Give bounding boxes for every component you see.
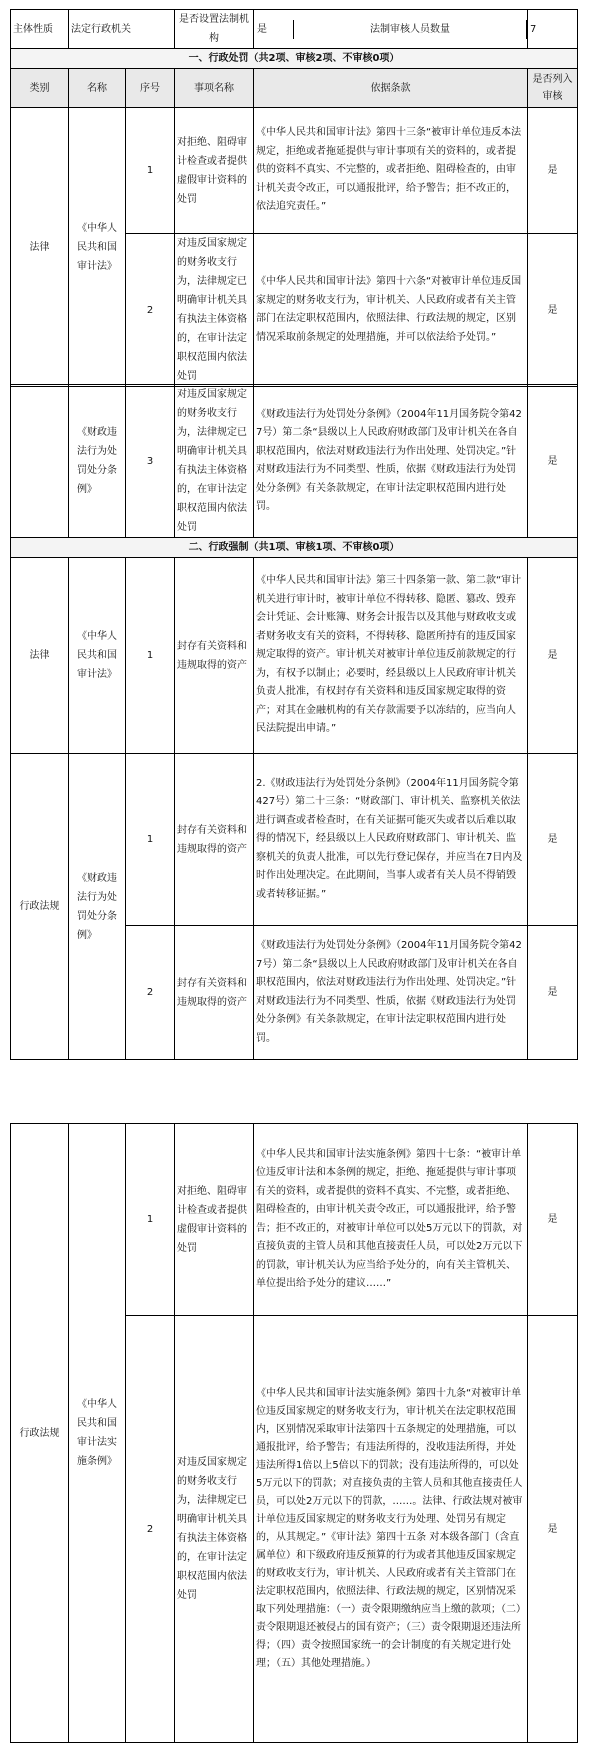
category-cell: 行政法规 (11, 1124, 69, 1743)
basis-cell: 《中华人民共和国审计法实施条例》第四十七条：“被审计单位违反审计法和本条例的规定，拒绝、拖延提供与审计事项有关的资料，或者提供的资料不真实、不完整，或者拒绝、阻碍检查的，由审计机关责令改正，可以通报批评，给予警告；拒不改正的，对被审计单位可以处5万元以下的罚款，对直接负责的主管人员和其他直接责任人员，可以处2万元以下的罚款，审计机关认为应当给予处分的，向有关主管机关、单位提出给予处分的建议……” (254, 1124, 528, 1316)
column-header-row (11, 69, 578, 108)
seq-cell: 1 (126, 558, 175, 754)
basis-cell: 《中华人民共和国审计法》第四十六条“对被审计单位违反国家规定的财务收支行为，审计机关、人民政府或者有关主管部门在法定职权范围内，依照法律、行政法规的规定，区别情况采取前条规定的处理措施，并可以依法给予处罚。” (254, 234, 528, 387)
item-cell: 封存有关资料和违规取得的资产 (175, 558, 254, 754)
review-cell: 是 (528, 558, 578, 754)
seq-cell: 1 (126, 754, 175, 926)
review-table-part-2 (10, 384, 578, 1060)
item-cell: 对违反国家规定的财务收支行为，法律规定已明确审计机关具有执法主体资格的，在审计法定职权范围内依法处罚 (175, 1316, 254, 1743)
basis-cell: 《中华人民共和国审计法》第四十三条“被审计单位违反本法规定，拒绝或者拖延提供与审计事项有关的资料的，或者提供的资料不真实、不完整的，或者拒绝、阻碍检查的，由审计机关责令改正，可以通报批评，给予警告；拒不改正的，依法追究责任。” (254, 108, 528, 234)
subject-label: 主体性质 (11, 10, 69, 49)
legal-org-label: 是否设置法制机构 (175, 10, 254, 49)
header-name: 名称 (69, 69, 126, 108)
header-review: 是否列入审核 (528, 69, 578, 108)
reviewers-label: 法制审核人员数量 (294, 20, 527, 39)
header-category: 类别 (11, 69, 69, 108)
item-cell: 封存有关资料和违规取得的资产 (175, 754, 254, 926)
review-table-part-3 (10, 1123, 578, 1743)
legal-org-value: 是 (254, 20, 294, 39)
basis-cell: 《财政违法行为处罚处分条例》（2004年11月国务院令第427号）第二条“县级以上人民政府财政部门及审计机关在各自职权范围内，依法对财政违法行为作出处理、处罚决定。”针对财政违法行为不同类型、性质，依据《财政违法行为处罚处分条例》有关条款规定，在审计法定职权范围内进行处罚。 (254, 926, 528, 1060)
reviewers-value: 7 (528, 10, 578, 49)
name-cell: 《中华人民共和国审计法》 (69, 108, 126, 387)
table-row (11, 558, 578, 754)
review-cell: 是 (528, 926, 578, 1060)
name-cell: 《财政违法行为处罚处分条例》 (69, 754, 126, 1060)
section-header-penalty: 一、行政处罚（共2项、审核2项、不审核0项） (11, 49, 578, 69)
table-row (11, 754, 578, 926)
review-table-part-1 (10, 9, 578, 387)
review-cell: 是 (528, 108, 578, 234)
table-row (11, 1124, 578, 1316)
seq-cell: 2 (126, 234, 175, 387)
name-cell: 《财政违法行为处罚处分条例》 (69, 385, 126, 538)
seq-cell: 2 (126, 1316, 175, 1743)
header-basis: 依据条款 (254, 69, 528, 108)
basis-cell: 《财政违法行为处罚处分条例》（2004年11月国务院令第427号）第二条“县级以上人民政府财政部门及审计机关在各自职权范围内，依法对财政违法行为作出处理、处罚决定。”针对财政违法行为不同类型、性质，依据《财政违法行为处罚处分条例》有关条款规定，在审计法定职权范围内进行处罚。 (254, 385, 528, 538)
table-row (11, 385, 578, 538)
item-cell: 对违反国家规定的财务收支行为，法律规定已明确审计机关具有执法主体资格的，在审计法定职权范围内依法处罚 (175, 234, 254, 387)
review-cell: 是 (528, 754, 578, 926)
name-cell: 《中华人民共和国审计法》 (69, 558, 126, 754)
category-cell: 法律 (11, 558, 69, 754)
basis-cell: 《中华人民共和国审计法》第三十四条第一款、第二款“审计机关进行审计时，被审计单位不得转移、隐匿、篡改、毁弃会计凭证、会计账簿、财务会计报告以及其他与财政收支或者财务收支有关的资料，不得转移、隐匿所持有的违反国家规定取得的资产。审计机关对被审计单位违反前款规定的行为，有权予以制止；必要时，经县级以上人民政府审计机关负责人批准，有权封存有关资料和违反国家规定取得的资产；对其在金融机构的有关存款需要予以冻结的，应当向人民法院提出申请。” (254, 558, 528, 754)
header-seq: 序号 (126, 69, 175, 108)
basis-cell: 2.《财政违法行为处罚处分条例》（2004年11月国务院令第427号）第二十三条：“财政部门、审计机关、监察机关依法进行调查或者检查时，在有关证据可能灭失或者以后难以取得的情况下，经县级以上人民政府财政部门、审计机关、监察机关的负责人批准，可以先行登记保存，并应当在7日内及时作出处理决定。在此期间，当事人或者有关人员不得销毁或者转移证据。” (254, 754, 528, 926)
table-row (11, 108, 578, 234)
basis-cell: 《中华人民共和国审计法实施条例》第四十九条“对被审计单位违反国家规定的财务收支行为，审计机关在法定职权范围内，区别情况采取审计法第四十五条规定的处理措施，可以通报批评，给予警告；有违法所得的，没收违法所得，并处违法所得1倍以上5倍以下的罚款；没有违法所得的，可以处5万元以下的罚款；对直接负责的主管人员和其他直接责任人员，可以处2万元以下的罚款，……。法律、行政法规对被审计单位违反国家规定的财务收支行为处理、处罚另有规定的，从其规定。”《审计法》第四十五条 对本级各部门（含直属单位）和下级政府违反预算的行为或者其他违反国家规定的财政收支行为，审计机关、人民政府或者有关主管部门在法定职权范围内，依照法律、行政法规的规定，区别情况采取下列处理措施：（一）责令限期缴纳应当上缴的款项；（二）责令限期退还被侵占的国有资产；（三）责令限期退还违法所得；（四）责令按照国家统一的会计制度的有关规定进行处理；（五）其他处理措施。） (254, 1316, 528, 1743)
section-header-enforcement: 二、行政强制（共1项、审核1项、不审核0项） (11, 538, 578, 558)
header-item: 事项名称 (175, 69, 254, 108)
item-cell: 对拒绝、阻碍审计检查或者提供虚假审计资料的处罚 (175, 108, 254, 234)
item-cell: 对拒绝、阻碍审计检查或者提供虚假审计资料的处罚 (175, 1124, 254, 1316)
item-cell: 对违反国家规定的财务收支行为，法律规定已明确审计机关具有执法主体资格的，在审计法定职权范围内依法处罚 (175, 385, 254, 538)
review-cell: 是 (528, 234, 578, 387)
info-row (11, 10, 578, 49)
review-cell: 是 (528, 1316, 578, 1743)
seq-cell: 1 (126, 108, 175, 234)
item-cell: 封存有关资料和违规取得的资产 (175, 926, 254, 1060)
seq-cell: 2 (126, 926, 175, 1060)
legal-org-cell (254, 10, 528, 49)
seq-cell: 3 (126, 385, 175, 538)
category-cell: 行政法规 (11, 754, 69, 1060)
name-cell: 《中华人民共和国审计法实施条例》 (69, 1124, 126, 1743)
review-cell: 是 (528, 1124, 578, 1316)
category-cell (11, 385, 69, 538)
seq-cell: 1 (126, 1124, 175, 1316)
review-cell: 是 (528, 385, 578, 538)
subject-value: 法定行政机关 (69, 10, 175, 49)
category-cell: 法律 (11, 108, 69, 387)
